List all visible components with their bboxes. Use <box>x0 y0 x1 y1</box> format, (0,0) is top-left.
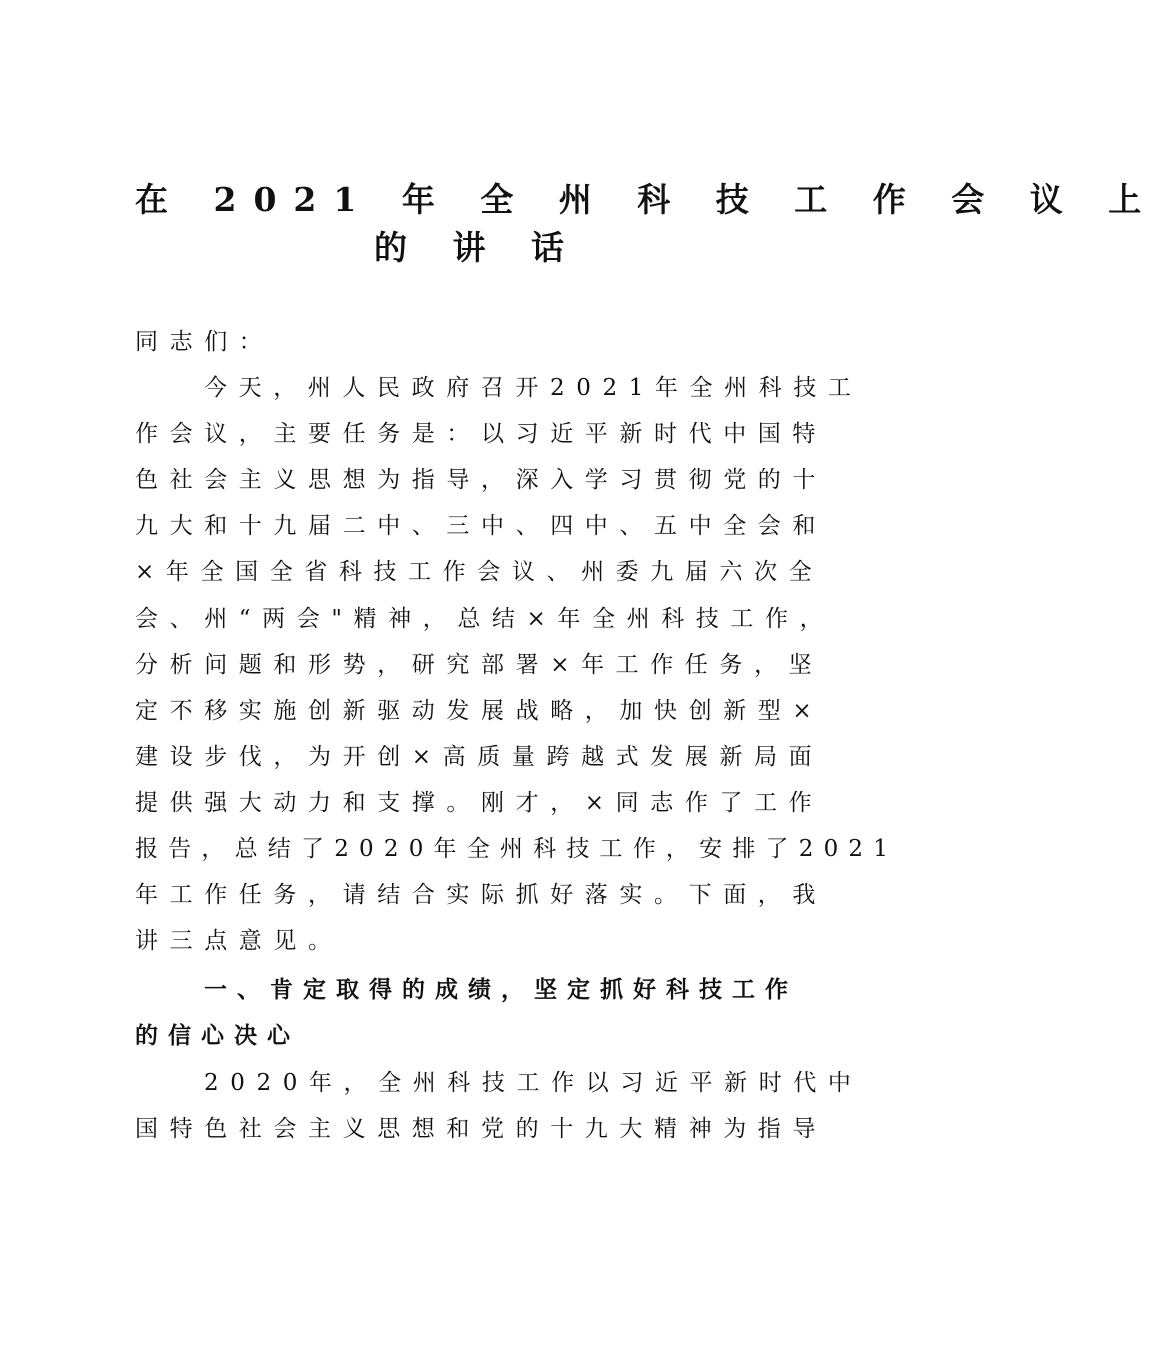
document-title-line-1: 在 2021 年 全 州 科 技 工 作 会 议 上 <box>135 180 1158 219</box>
document-title-line-2: 的 讲 话 <box>374 228 581 267</box>
paragraph-line: 会、州“两会"精神，总结×年全州科技工作， <box>135 606 835 632</box>
paragraph-line: 定不移实施创新驱动发展战略，加快创新型× <box>135 698 824 724</box>
paragraph-line: 作会议，主要任务是：以习近平新时代中国特 <box>135 421 827 447</box>
paragraph-line: 提供强大动力和支撑。刚才，×同志作了工作 <box>135 790 824 816</box>
greeting: 同志们： <box>135 329 274 355</box>
paragraph-line: 报告，总结了2020年全州科技工作，安排了2021 <box>135 836 899 862</box>
paragraph-line: 讲三点意见。 <box>135 928 343 954</box>
paragraph-line: 2020年，全州科技工作以习近平新时代中 <box>204 1070 863 1096</box>
paragraph-line: 分析问题和形势，研究部署×年工作任务，坚 <box>135 652 824 678</box>
paragraph-line: 建设步伐，为开创×高质量跨越式发展新局面 <box>135 744 824 770</box>
paragraph-line: 今天，州人民政府召开2021年全州科技工 <box>204 375 863 401</box>
paragraph-line: 国特色社会主义思想和党的十九大精神为指导 <box>135 1116 827 1142</box>
paragraph-line: ×年全国全省科技工作会议、州委九届六次全 <box>135 559 824 585</box>
paragraph-line: 九大和十九届二中、三中、四中、五中全会和 <box>135 513 827 539</box>
section-heading-line-2: 的信心决心 <box>135 1023 300 1049</box>
section-heading-line-1: 一、肯定取得的成绩，坚定抓好科技工作 <box>204 977 798 1003</box>
paragraph-line: 年工作任务，请结合实际抓好落实。下面，我 <box>135 882 827 908</box>
paragraph-line: 色社会主义思想为指导，深入学习贯彻党的十 <box>135 467 827 493</box>
